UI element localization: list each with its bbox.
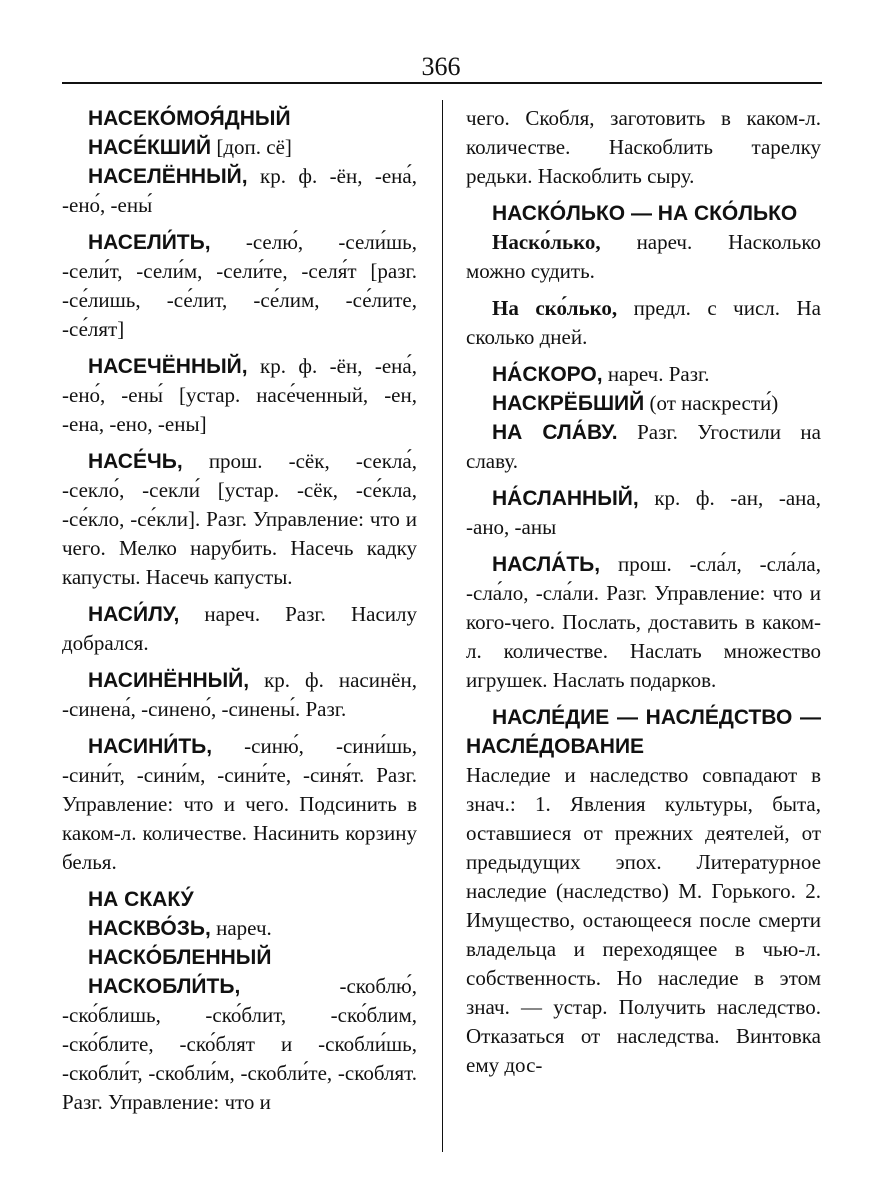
- entry-headword: НА́СЛАННЫЙ,: [492, 487, 639, 510]
- entry-body: нареч. Насколько можно судить.: [466, 230, 821, 283]
- page-number: 366: [421, 52, 461, 81]
- entry-body: нареч.: [210, 916, 272, 940]
- entry-body: Наследие и наследство совпадают в знач.: 1. Явления культуры, быта, оставшиеся от прежних деятелей, от предыдущих эпох. Литературное наследие (наследство) М. Горького. 2. Имущество, остающееся после смерти владельца и переходящее в чью-л. собственность. Но наследие в этом знач. — устар. Получить наследство. Отказаться от наследства. Винтовка ему дос-: [466, 763, 821, 1077]
- entry-headword: НАСЕЛЁННЫЙ,: [88, 165, 248, 188]
- column-divider: [442, 100, 443, 1152]
- dictionary-entry: [466, 294, 821, 352]
- entry-body: кр. ф. насинён, -синена́, -синено́, -синены́. Разг.: [62, 668, 417, 721]
- entry-body: кр. ф. -ён, -ена́, -ено́, -ены́ [устар. насе́ченный, -ен, -ена, -ено, -ены]: [62, 354, 417, 436]
- dictionary-entry: [62, 447, 417, 592]
- entry-headword: НАСИНИ́ТЬ,: [88, 735, 213, 758]
- dictionary-entry: [62, 104, 417, 133]
- right-column: [466, 104, 821, 1080]
- entry-headword: Наско́лько,: [492, 230, 601, 254]
- dictionary-entry: [466, 484, 821, 542]
- entry-headword: НАСКОБЛИ́ТЬ,: [88, 975, 241, 998]
- entry-headword: НАСКО́БЛЕННЫЙ: [88, 946, 272, 969]
- entry-body: чего. Скобля, заготовить в каком-л. количестве. Наскоблить тарелку редьки. Наскоблить сыру.: [466, 106, 821, 188]
- entry-headword: НАСКРЁБШИЙ: [492, 392, 645, 415]
- entry-headword: НАСКО́ЛЬКО — НА СКО́ЛЬКО: [492, 202, 798, 225]
- entry-headword: НА СЛА́ВУ.: [492, 421, 618, 444]
- dictionary-entry: [62, 943, 417, 972]
- entry-headword: НАСИ́ЛУ,: [88, 603, 180, 626]
- entry-body: нареч. Разг.: [602, 362, 710, 386]
- entry-headword: На ско́лько,: [492, 296, 618, 320]
- dictionary-entry: [62, 666, 417, 724]
- dictionary-entry: [466, 703, 821, 761]
- entry-body: кр. ф. -ан, -ана, -ано, -аны: [466, 486, 821, 539]
- entry-body: -селю́, -сели́шь, -сели́т, -сели́м, -сели́те, -селя́т [разг. -се́лишь, -се́лит, -се́лим, -се́лите, -се́лят]: [62, 230, 417, 341]
- entry-body: (от наскрести́): [644, 391, 779, 415]
- entry-body: нареч. Разг. Насилу добрался.: [62, 602, 417, 655]
- entry-body: прош. -сёк, -секла́, -секло́, -секли́ [устар. -сёк, -се́кла, -се́кло, -се́кли]. Разг. Управление: что и чего. Мелко нарубить. Насечь кадку капусты. Насечь капусты.: [62, 449, 417, 589]
- dictionary-entry: [62, 228, 417, 344]
- left-column: [62, 104, 417, 1117]
- entry-headword: НАСЕ́КШИЙ: [88, 136, 212, 159]
- entry-body: -скоблю́, -ско́блишь, -ско́блит, -ско́блим, -ско́блите, -ско́блят и -скобли́шь, -скобли́т, -скобли́м, -скобли́те, -скоблят. Разг. Управление: что и: [62, 974, 417, 1114]
- entry-headword: НАСЛА́ТЬ,: [492, 553, 601, 576]
- entry-body: кр. ф. -ён, -ена́, -ено́, -ены́: [62, 164, 417, 217]
- entry-headword: НАСЕКО́МОЯ́ДНЫЙ: [88, 107, 291, 130]
- entry-body: прош. -сла́л, -сла́ла, -сла́ло, -сла́ли. Разг. Управление: что и кого-чего. Послать, доставить в каком-л. количестве. Наслать множество игрушек. Наслать подарков.: [466, 552, 821, 692]
- entry-headword: НАСИНЁННЫЙ,: [88, 669, 250, 692]
- dictionary-entry: [466, 761, 821, 1080]
- entry-body: [доп. сё]: [211, 135, 292, 159]
- dictionary-entry: [62, 914, 417, 943]
- entry-headword: НАСЛЕ́ДИЕ — НАСЛЕ́ДСТВО — НАСЛЕ́ДОВАНИЕ: [466, 706, 821, 758]
- entry-body: предл. с числ. На сколько дней.: [466, 296, 821, 349]
- dictionary-entry: [466, 389, 821, 418]
- dictionary-entry: [62, 162, 417, 220]
- dictionary-entry: [62, 885, 417, 914]
- entry-body: -синю́, -сини́шь, -сини́т, -сини́м, -сини́те, -синя́т. Разг. Управление: что и чего. Подсинить в каком-л. количестве. Насинить корзину белья.: [62, 734, 417, 874]
- dictionary-entry: [466, 228, 821, 286]
- dictionary-entry: [62, 972, 417, 1117]
- dictionary-entry: [466, 360, 821, 389]
- entry-headword: НАСЕЛИ́ТЬ,: [88, 231, 211, 254]
- header-rule: [62, 82, 822, 84]
- entry-body: Разг. Угостили на славу.: [466, 420, 821, 473]
- dictionary-entry: [466, 199, 821, 228]
- entry-headword: НА СКАКУ́: [88, 888, 194, 911]
- dictionary-entry: [62, 600, 417, 658]
- entry-headword: НА́СКОРО,: [492, 363, 603, 386]
- entry-headword: НАСКВО́ЗЬ,: [88, 917, 211, 940]
- entry-headword: НАСЕ́ЧЬ,: [88, 450, 183, 473]
- entry-headword: НАСЕЧЁННЫЙ,: [88, 355, 248, 378]
- dictionary-entry: [62, 732, 417, 877]
- dictionary-entry: [62, 352, 417, 439]
- dictionary-entry: [62, 133, 417, 162]
- dictionary-entry: [466, 418, 821, 476]
- dictionary-entry: [466, 550, 821, 695]
- dictionary-entry: [466, 104, 821, 191]
